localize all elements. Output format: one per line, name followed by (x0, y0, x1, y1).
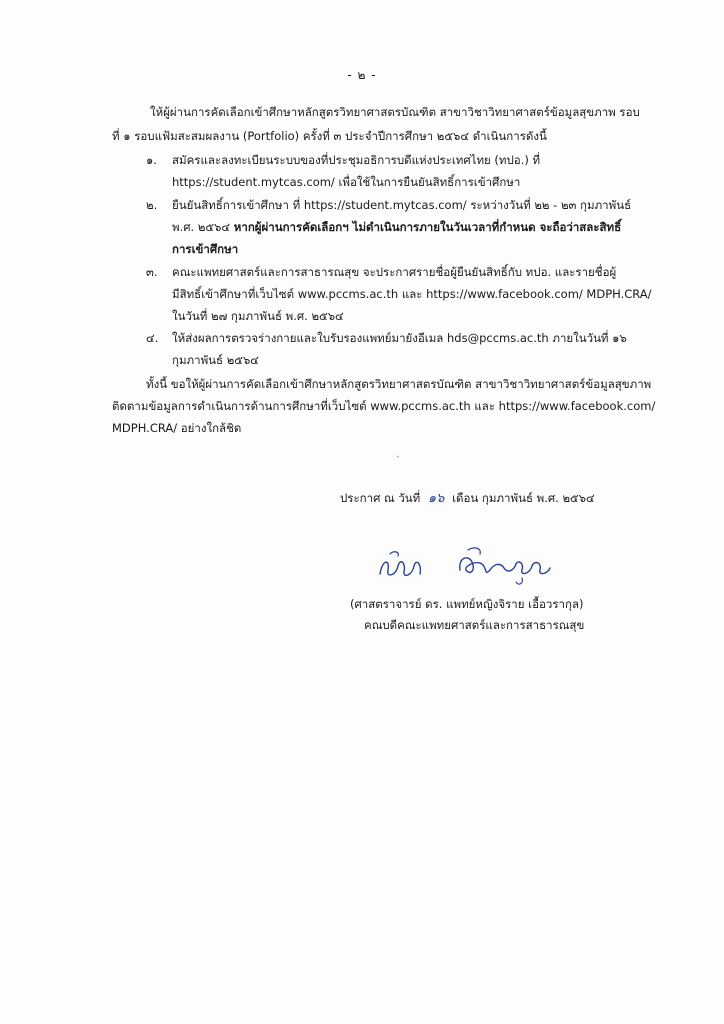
page-number: - ๒ - (347, 68, 377, 82)
item-4-number: ๔. (146, 331, 159, 345)
announcement-prefix: ประกาศ ณ วันที่ (340, 491, 421, 505)
item-3-line-1: คณะแพทยศาสตร์และการสาธารณสุข จะประกาศรายชื่อผู้ยืนยันสิทธิ์กับ ทปอ. และรายชื่อผู้ (172, 265, 617, 279)
signature-image (372, 540, 592, 590)
item-2-line-3: การเข้าศึกษา (172, 242, 239, 256)
item-2-warning: หากผู้ผ่านการคัดเลือกฯ ไม่ดำเนินการภายในวันเวลาที่กำหนด จะถือว่าสละสิทธิ์ (233, 220, 622, 234)
item-2-number: ๒. (146, 198, 158, 212)
announcement-suffix: เดือน กุมภาพันธ์ พ.ศ. ๒๕๖๔ (452, 491, 595, 505)
intro-line-1: ให้ผู้ผ่านการคัดเลือกเข้าศึกษาหลักสูตรวิทยาศาสตรบัณฑิต สาขาวิชาวิทยาศาสตร์ข้อมูลสุขภาพ รอบ (150, 105, 640, 119)
item-2-date: พ.ศ. ๒๕๖๔ (172, 220, 234, 234)
closing-line-2: ติดตามข้อมูลการดำเนินการด้านการศึกษาที่เว็บไซต์ www.pccms.ac.th และ https://www.facebook.com/ (112, 399, 656, 413)
item-4-line-1: ให้ส่งผลการตรวจร่างกายและใบรับรองแพทย์มายังอีเมล hds@pccms.ac.th ภายในวันที่ ๑๖ (172, 331, 627, 345)
item-2-line-1: ยืนยันสิทธิ์การเข้าศึกษา ที่ https://student.mytcas.com/ ระหว่างวันที่ ๒๒ - ๒๓ กุมภาพันธ์ (172, 198, 632, 212)
item-2-line-2 (172, 219, 621, 235)
closing-line-3: MDPH.CRA/ อย่างใกล้ชิด (112, 421, 242, 435)
announcement-day: ๑๖ (427, 491, 445, 506)
closing-line-1: ทั้งนี้ ขอให้ผู้ผ่านการคัดเลือกเข้าศึกษาหลักสูตรวิทยาศาสตรบัณฑิต สาขาวิชาวิทยาศาสตร์ข้อมูลสุขภาพ (146, 377, 652, 391)
item-1-number: ๑. (146, 153, 157, 167)
item-3-number: ๓. (146, 265, 158, 279)
signature-drawing (372, 540, 592, 590)
pen-mark: ˋ (396, 456, 401, 466)
item-3-line-2: มีสิทธิ์เข้าศึกษาที่เว็บไซต์ www.pccms.ac.th และ https://www.facebook.com/ MDPH.CRA/ (172, 287, 652, 301)
item-3-line-3: ในวันที่ ๒๗ กุมภาพันธ์ พ.ศ. ๒๕๖๔ (172, 309, 344, 323)
intro-line-2: ที่ ๑ รอบแฟ้มสะสมผลงาน (Portfolio) ครั้งที่ ๓ ประจำปีการศึกษา ๒๕๖๔ ดำเนินการดังนี้ (112, 129, 547, 143)
item-1-line-1: สมัครและลงทะเบียนระบบของที่ประชุมอธิการบดีแห่งประเทศไทย (ทปอ.) ที่ (172, 153, 541, 167)
item-1-line-2: https://student.mytcas.com/ เพื่อใช้ในการยืนยันสิทธิ์การเข้าศึกษา (172, 175, 521, 189)
item-4-line-2: กุมภาพันธ์ ๒๕๖๔ (172, 353, 259, 367)
signer-position: คณบดีคณะแพทยศาสตร์และการสาธารณสุข (364, 618, 585, 632)
signer-name: (ศาสตราจารย์ ดร. แพทย์หญิงจิราย เอื้อวรากุล) (350, 597, 584, 611)
announcement-line (340, 490, 595, 507)
